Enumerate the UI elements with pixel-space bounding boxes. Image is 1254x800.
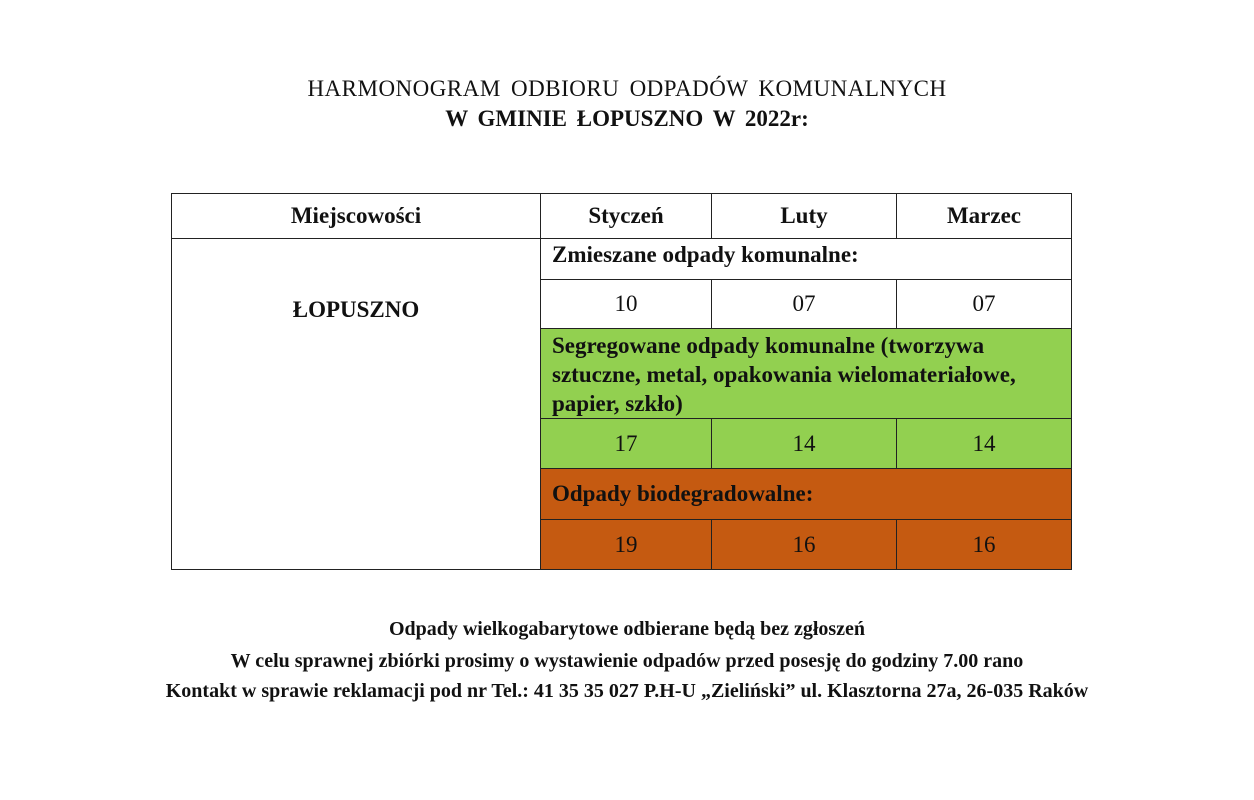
section-segregated-waste-label: Segregowane odpady komunalne (tworzywa sztuczne, metal, opakowania wielomateriałowe, papier, szkło) (541, 329, 1072, 419)
biodegradable-waste-day-march: 16 (897, 520, 1072, 570)
header-row (172, 194, 1072, 239)
header-month-march: Marzec (897, 194, 1072, 239)
document-subtitle: W GMINIE ŁOPUSZNO W 2022r: (445, 106, 809, 131)
mixed-waste-day-january: 10 (541, 280, 712, 329)
schedule-table (171, 193, 1072, 570)
bulky-waste-note: Odpady wielkogabarytowe odbierane będą bez zgłoszeń (388, 618, 866, 640)
header-month-february: Luty (712, 194, 897, 239)
complaint-contact-note: Kontakt w sprawie reklamacji pod nr Tel.: 41 35 35 027 P.H-U „Zieliński” ul. Klasztorna 27a, 26-035 Raków (165, 680, 1089, 702)
biodegradable-waste-day-february: 16 (712, 520, 897, 570)
header-locality: Miejscowości (172, 194, 541, 239)
segregated-waste-day-february: 14 (712, 419, 897, 469)
segregated-waste-day-march: 14 (897, 419, 1072, 469)
collection-time-note: W celu sprawnej zbiórki prosimy o wystawienie odpadów przed posesję do godziny 7.00 rano (230, 650, 1024, 672)
locality-name: ŁOPUSZNO (172, 239, 541, 570)
header-month-january: Styczeń (541, 194, 712, 239)
document-title: HARMONOGRAM ODBIORU ODPADÓW KOMUNALNYCH (307, 76, 947, 101)
mixed-waste-day-march: 07 (897, 280, 1072, 329)
mixed-waste-day-february: 07 (712, 280, 897, 329)
section-mixed-waste-label: Zmieszane odpady komunalne: (541, 239, 1072, 280)
biodegradable-waste-day-january: 19 (541, 520, 712, 570)
section-biodegradable-waste-label: Odpady biodegradowalne: (541, 469, 1072, 520)
segregated-waste-day-january: 17 (541, 419, 712, 469)
table-row (172, 239, 1072, 280)
